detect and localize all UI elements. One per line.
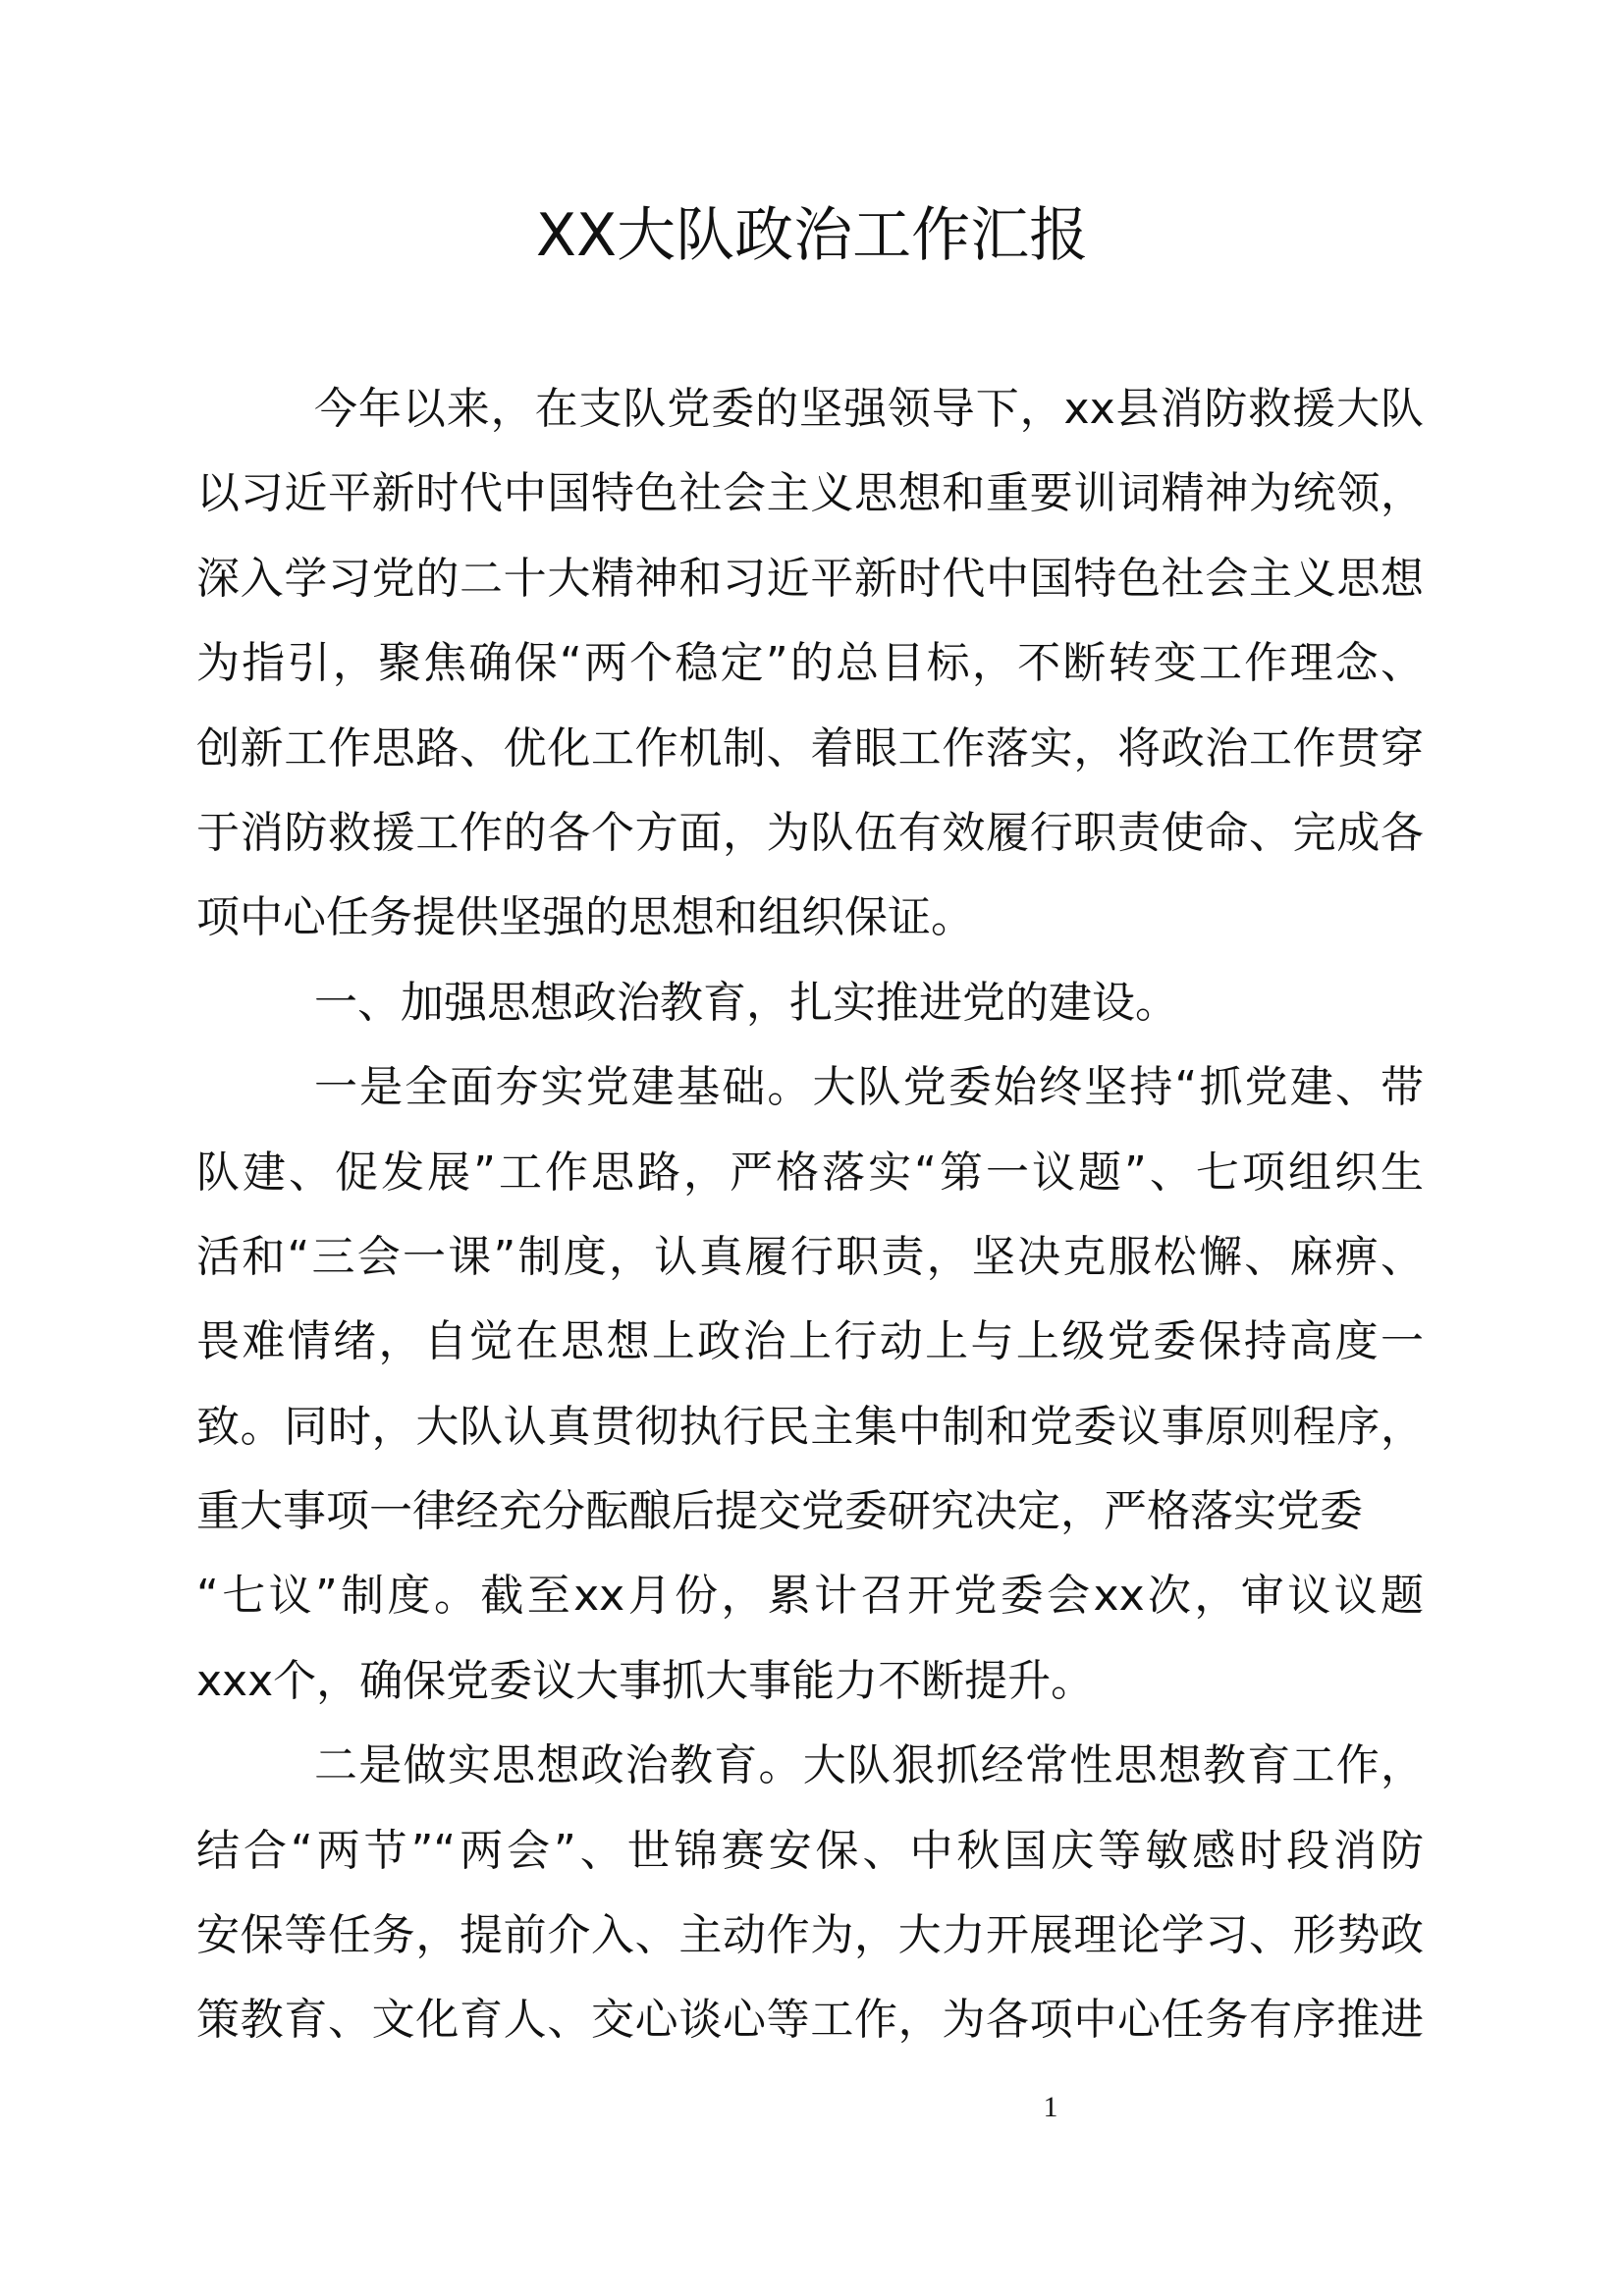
document-title: XX大队政治工作汇报 (535, 201, 1089, 270)
section-heading: 一、加强思想政治教育，扎实推进党的建设。 (314, 977, 1178, 1028)
paragraph-line: xxx个，确保党委议大事抓大事能力不断提升。 (196, 1655, 1095, 1706)
paragraph-line: 队建、促发展”工作思路，严格落实“第一议题”、七项组织生 (196, 1147, 1424, 1198)
paragraph-line: 活和“三会一课”制度，认真履行职责，坚决克服松懈、麻痹、 (196, 1231, 1424, 1282)
paragraph-line: 畏难情绪，自觉在思想上政治上行动上与上级党委保持高度一 (196, 1316, 1424, 1367)
paragraph-line: 于消防救援工作的各个方面，为队伍有效履行职责使命、完成各 (196, 807, 1424, 858)
paragraph-line: 一是全面夯实党建基础。大队党委始终坚持“抓党建、带 (314, 1062, 1424, 1113)
paragraph-line: 创新工作思路、优化工作机制、着眼工作落实，将政治工作贯穿 (196, 722, 1424, 774)
paragraph-line: 安保等任务，提前介入、主动作为，大力开展理论学习、形势政 (196, 1910, 1424, 1961)
page-number: 1 (1043, 2091, 1058, 2123)
paragraph-line: 以习近平新时代中国特色社会主义思想和重要训词精神为统领， (196, 468, 1424, 519)
paragraph-line: 策教育、文化育人、交心谈心等工作，为各项中心任务有序推进 (196, 1995, 1424, 2046)
paragraph-line: 项中心任务提供坚强的思想和组织保证。 (196, 892, 974, 943)
paragraph-line: 深入学习党的二十大精神和习近平新时代中国特色社会主义思想 (196, 553, 1424, 604)
paragraph-line: 今年以来，在支队党委的坚强领导下，xx县消防救援大队 (314, 384, 1424, 434)
paragraph-line: 结合“两节”“两会”、世锦赛安保、中秋国庆等敏感时段消防 (196, 1825, 1424, 1876)
paragraph-line: 致。同时，大队认真贯彻执行民主集中制和党委议事原则程序， (196, 1401, 1424, 1452)
paragraph-line: 为指引，聚焦确保“两个稳定”的总目标，不断转变工作理念、 (196, 638, 1424, 689)
document-body (196, 367, 1424, 2063)
paragraph-line: 重大事项一律经充分酝酿后提交党委研究决定，严格落实党委 (196, 1486, 1363, 1537)
paragraph-line: “七议”制度。截至xx月份，累计召开党委会xx次，审议议题 (196, 1571, 1424, 1622)
paragraph-line: 二是做实思想政治教育。大队狠抓经常性思想教育工作， (314, 1740, 1424, 1791)
